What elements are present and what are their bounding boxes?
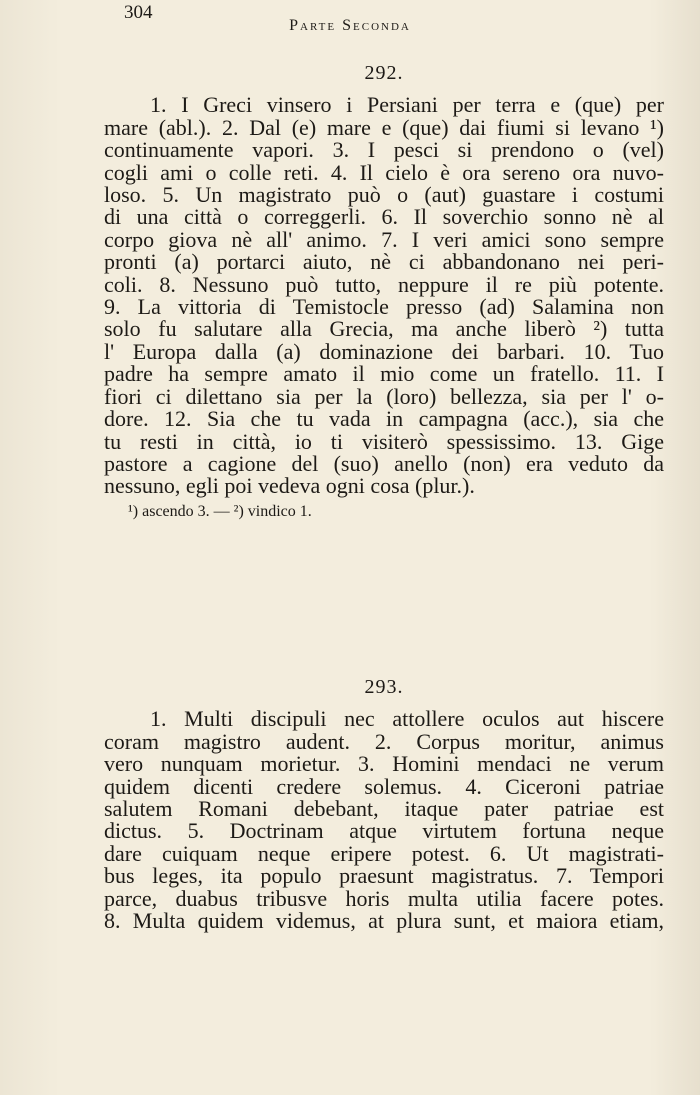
exercise-text bbox=[104, 94, 664, 497]
text-line: coram magistro audent. 2. Corpus moritur, animus bbox=[104, 728, 664, 754]
footnote: ¹) ascendo 3. — ²) vindico 1. bbox=[128, 502, 312, 520]
text-line: dictus. 5. Doctrinam atque virtutem fortuna neque bbox=[104, 818, 664, 844]
text-line: mare (abl.). 2. Dal (e) mare e (que) dai fiumi si levano ¹) bbox=[104, 114, 664, 140]
text-line: dare cuiquam neque eripere potest. 6. Ut magistrati- bbox=[104, 840, 664, 866]
text-line: solo fu salutare alla Grecia, ma anche liberò ²) tutta bbox=[104, 316, 664, 342]
exercise-293 bbox=[104, 676, 664, 932]
text-line: di una città o correggerli. 6. Il soverchio sonno nè al bbox=[104, 204, 664, 230]
text-line: vero nunquam morietur. 3. Homini mendaci ne verum bbox=[104, 751, 664, 777]
exercise-292 bbox=[104, 62, 664, 522]
text-line: l' Europa dalla (a) dominazione dei barbari. 10. Tuo bbox=[104, 338, 664, 364]
exercise-number: 292. bbox=[364, 62, 404, 84]
text-line: bus leges, ita populo praesunt magistratus. 7. Tempori bbox=[104, 863, 664, 889]
text-line: dore. 12. Sia che tu vada in campagna (acc.), sia che bbox=[104, 406, 664, 432]
text-line: pronti (a) portarci aiuto, nè ci abbandonano nei peri- bbox=[104, 249, 664, 275]
text-line: 8. Multa quidem videmus, at plura sunt, et maiora etiam, bbox=[104, 908, 664, 934]
exercise-text bbox=[104, 708, 664, 932]
text-line: tu resti in città, io ti visiterò spessissimo. 13. Gige bbox=[104, 428, 664, 454]
text-line: quidem dicenti credere solemus. 4. Ciceroni patriae bbox=[104, 773, 664, 799]
text-line: salutem Romani debebant, itaque pater patriae est bbox=[104, 796, 664, 822]
text-line: loso. 5. Un magistrato può o (aut) guastare i costumi bbox=[104, 182, 664, 208]
text-line: continuamente vapori. 3. I pesci si prendono o (vel) bbox=[104, 137, 664, 163]
text-line: 9. La vittoria di Temistocle presso (ad) Salamina non bbox=[104, 294, 664, 320]
text-line: corpo giova nè all' animo. 7. I veri amici sono sempre bbox=[104, 226, 664, 252]
page-number: 304 bbox=[124, 2, 153, 23]
text-line: nessuno, egli poi vedeva ogni cosa (plur.). bbox=[104, 473, 475, 499]
text-line: cogli ami o colle reti. 4. Il cielo è ora sereno ora nuvo- bbox=[104, 159, 664, 185]
running-head bbox=[0, 0, 700, 40]
text-line: 1. I Greci vinsero i Persiani per terra e (que) per bbox=[150, 92, 664, 118]
text-line: parce, duabus tribusve horis multa utilia facere potes. bbox=[104, 885, 664, 911]
running-title: Parte Seconda bbox=[289, 17, 411, 34]
text-line: fiori ci dilettano sia per la (loro) bellezza, sia per l' o- bbox=[104, 383, 664, 409]
text-line: 1. Multi discipuli nec attollere oculos aut hiscere bbox=[150, 706, 664, 732]
text-line: padre ha sempre amato il mio come un fratello. 11. I bbox=[104, 361, 664, 387]
text-line: coli. 8. Nessuno può tutto, neppure il re più potente. bbox=[104, 271, 664, 297]
exercise-number: 293. bbox=[364, 676, 404, 698]
text-line: pastore a cagione del (suo) anello (non) era veduto da bbox=[104, 450, 664, 476]
